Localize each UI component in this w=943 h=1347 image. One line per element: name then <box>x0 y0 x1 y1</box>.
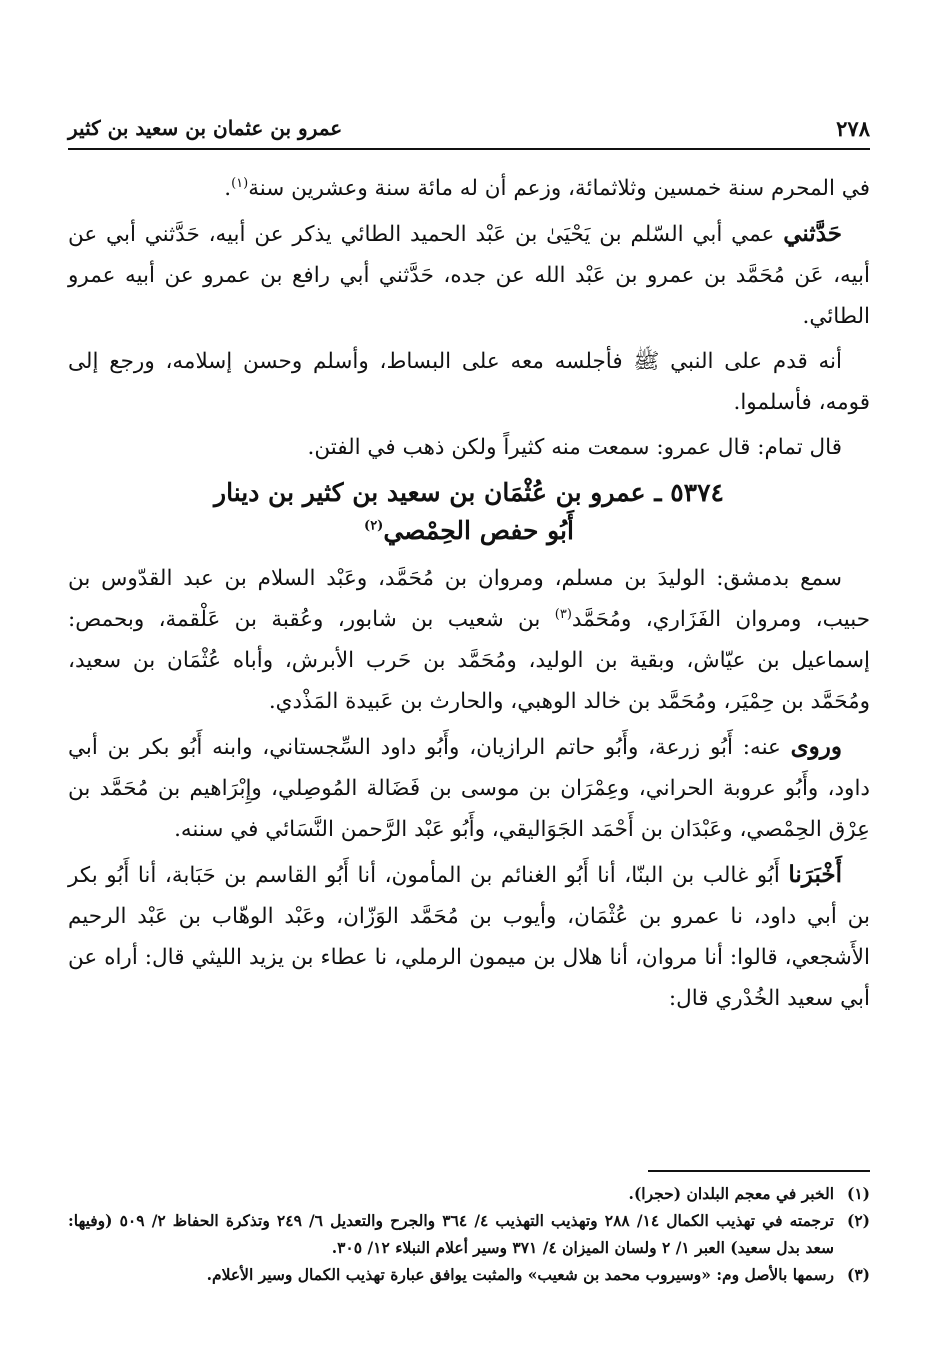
hadith-lead-word: حَدَّثني <box>783 220 842 247</box>
footnote-ref: (١) <box>231 175 249 191</box>
footnote <box>68 1207 870 1261</box>
entry-title-line-2 <box>68 512 870 550</box>
paragraph-text: بن شعيب بن شابور، وعُقبة بن عَلْقمة، وبحمص: إسماعيل بن عيّاش، وبقية بن الوليد، ومُحَمَّد بن حَرب الأبرش، وأباه عُثْمَان بن سعيد، ومُحَمَّد بن حِمْيَر، ومُحَمَّد بن خالد الوهبي، والحارث بن عَبيدة المَذْدي. <box>68 607 870 714</box>
running-title: عمرو بن عثمان بن سعيد بن كثير <box>68 116 343 140</box>
footnotes <box>68 1180 870 1288</box>
paragraph-text: في المحرم سنة خمسين وثلاثمائة، وزعم أن له مائة سنة وعشرين سنة <box>248 176 870 201</box>
paragraph-text: سمع بدمشق: الوليدَ بن مسلم، ومروان بن مُحَمَّد، وعَبْد السلام بن عبد القدّوس بن حبيب، ومروان الفَزَاري، ومُحَمَّد <box>68 566 870 632</box>
hadith-lead-word: أَخْبَرَنا <box>788 861 842 888</box>
footnote-text: الخبر في معجم البلدان (حجرا). <box>628 1184 834 1203</box>
footnote-text: ترجمته في تهذيب الكمال ١٤/ ٢٨٨ وتهذيب التهذيب ٤/ ٣٦٤ والجرح والتعديل ٦/ ٢٤٩ وتذكرة الحفاظ ٢/ ٥٠٩ (وفيها: سعد بدل سعيد) العبر ١/ ٢ ولسان الميزان ٤/ ٣٧١ وسير أعلام النبلاء ١٢/ ٣٠٥. <box>68 1211 834 1257</box>
entry-title <box>68 474 870 550</box>
hadith-lead-word: وروى <box>790 733 842 760</box>
footnote <box>68 1261 870 1288</box>
page-number: ٢٧٨ <box>836 116 870 141</box>
paragraph-text: أنه قدم على النبي ﷺ فأجلسه معه على البساط، وأسلم وحسن إسلامه، ورجع إلى قومه، فأسلموا. <box>68 349 870 415</box>
entry-title-line-1: ٥٣٧٤ ـ عمرو بن عُثْمَان بن سعيد بن كثير بن دينار <box>214 478 724 507</box>
paragraph <box>68 427 870 468</box>
paragraph <box>68 854 870 1019</box>
footnote-divider <box>648 1170 870 1172</box>
footnote-mark: (٢) <box>846 1211 870 1230</box>
paragraph-text: عمي أبي السّلم بن يَحْيَىٰ بن عَبْد الحميد الطائي يذكر عن أبيه، حَدَّثني أبي عن أبيه، عَن مُحَمَّد بن عمرو بن عَبْد الله عن جده، حَدَّثني أبي رافع بن عمرو عن أبيه عمرو الطائي. <box>68 222 870 329</box>
paragraph-text: عنه: أَبُو زرعة، وأَبُو حاتم الرازيان، وأَبُو داود السِّجستاني، وابنه أَبُو بكر بن أبي داود، وأَبُو عروبة الحراني، وعِمْرَان بن موسى بن فَضَالة المُوصِلي، وإِبْرَاهيم بن مُحَمَّد بن عِرْق الحِمْصي، وعَبْدَان بن أَحْمَد الجَوَاليقي، وأَبُو عَبْد الرَّحمن النَّسَائي في سننه. <box>68 735 870 842</box>
paragraph <box>68 168 870 209</box>
footnote-mark: (٣) <box>846 1265 870 1284</box>
footnote-ref: (٢) <box>364 518 384 534</box>
paragraph <box>68 341 870 423</box>
paragraph-text: قال تمام: قال عمرو: سمعت منه كثيراً ولكن ذهب في الفتن. <box>307 435 842 460</box>
page-header <box>68 112 870 146</box>
footnote <box>68 1180 870 1207</box>
paragraph-text: أَبُو غالب بن البنّا، أنا أَبُو الغنائم بن المأمون، أنا أَبُو القاسم بن حَبَابة، أنا أَبُو بكر بن أبي داود، نا عمرو بن عُثْمَان، وأيوب بن مُحَمَّد الوَزّان، وعَبْد الوهّاب بن عَبْد الرحيم الأَشجعي، قالوا: أنا مروان، أنا هلال بن ميمون الرملي، نا عطاء بن يزيد الليثي قال: أراه عن أبي سعيد الخُدْري قال: <box>68 863 870 1011</box>
footnote-text: رسمها بالأصل وم: «وسيروب محمد بن شعيب» والمثبت يوافق عبارة تهذيب الكمال وسير الأعلام. <box>206 1265 834 1284</box>
header-divider <box>68 148 870 150</box>
main-text <box>68 168 870 1023</box>
paragraph <box>68 558 870 722</box>
footnote-ref: (٣) <box>554 606 572 622</box>
entry-kunya: أَبُو حفص الحِمْصي <box>383 516 574 545</box>
paragraph-end: . <box>224 176 232 201</box>
paragraph <box>68 213 870 337</box>
footnote-mark: (١) <box>846 1184 870 1203</box>
paragraph <box>68 726 870 850</box>
